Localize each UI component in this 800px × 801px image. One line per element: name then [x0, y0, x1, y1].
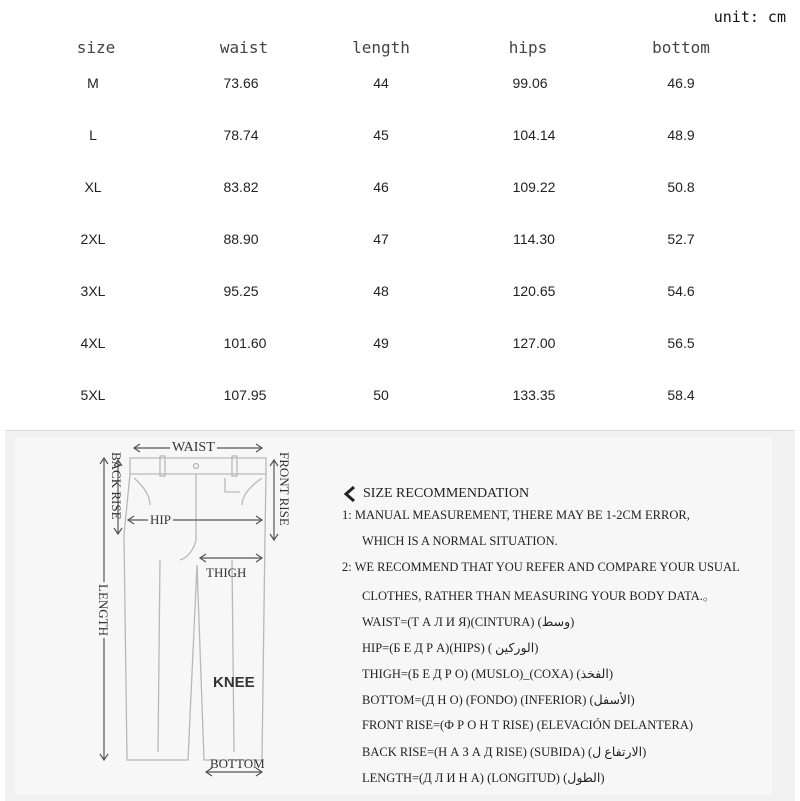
cell-size: L — [89, 127, 97, 143]
translation-bottom: BOTTOM=(Д Н О) (FONDO) (INFERIOR) (الأسفل) — [362, 693, 635, 707]
recommendation-title: SIZE RECOMMENDATION — [363, 486, 530, 501]
translation-hip: HIP=(Б Е Д Р А)(HIPS) ( الوركين) — [362, 641, 539, 655]
cell-waist: 101.60 — [223, 335, 267, 351]
cell-waist: 83.82 — [223, 179, 259, 195]
recommendation-line: WHICH IS A NORMAL SITUATION. — [362, 534, 558, 548]
pocket-right — [242, 478, 262, 505]
cell-bottom: 46.9 — [667, 75, 695, 91]
translation-front-rise: FRONT RISE=(Ф Р О Н Т RISE) (ELEVACIÓN DELANTERA) — [362, 718, 694, 732]
cell-size: XL — [84, 179, 102, 195]
cell-length: 45 — [373, 127, 389, 143]
belt-loop — [160, 456, 165, 476]
label-back-rise: BACK RISE — [109, 452, 124, 520]
cell-hips: 133.35 — [512, 387, 556, 403]
cell-size: 3XL — [80, 283, 106, 299]
cell-waist: 73.66 — [223, 75, 259, 91]
cell-size: 4XL — [80, 335, 106, 351]
label-length: LENGTH — [96, 584, 111, 636]
translation-length: LENGTH=(Д Л И Н А) (LONGITUD) (الطول) — [362, 771, 605, 785]
recommendation-line: CLOTHES, RATHER THAN MEASURING YOUR BODY DATA.。 — [362, 589, 716, 603]
coin-pocket — [225, 478, 240, 492]
cell-length: 49 — [373, 335, 389, 351]
translation-thigh: THIGH=(Б Е Д Р О) (MUSLO)_(COXA) (الفخذ) — [362, 667, 613, 681]
pants-outline — [124, 474, 266, 760]
cell-size: 2XL — [80, 231, 106, 247]
cell-waist: 88.90 — [223, 231, 259, 247]
translation-back-rise: BACK RISE=(Н А З А Д RISE) (SUBIDA) (الارتفاع ل) — [362, 745, 647, 759]
cell-bottom: 58.4 — [667, 387, 695, 403]
cell-hips: 127.00 — [512, 335, 556, 351]
label-hip: HIP — [150, 512, 171, 527]
cell-length: 50 — [373, 387, 389, 403]
cell-hips: 114.30 — [513, 231, 555, 247]
translation-waist: WAIST=(Т А Л И Я)(CINTURA) (وسط) — [362, 615, 575, 629]
header-length: length — [352, 38, 410, 57]
label-bottom: BOTTOM — [210, 756, 265, 771]
recommendation-line: 1: MANUAL MEASUREMENT, THERE MAY BE 1-2CM ERROR, — [342, 508, 690, 522]
unit-label: unit: cm — [713, 8, 786, 26]
cell-size: M — [87, 75, 99, 91]
fly-seam — [180, 474, 196, 560]
cell-length: 46 — [373, 179, 389, 195]
header-bottom: bottom — [652, 38, 710, 57]
cell-bottom: 48.9 — [667, 127, 695, 143]
cell-hips: 109.22 — [512, 179, 556, 195]
cell-hips: 120.65 — [512, 283, 556, 299]
header-size: size — [76, 38, 116, 57]
cell-hips: 99.06 — [512, 75, 548, 91]
header-waist: waist — [219, 38, 269, 57]
cell-waist: 78.74 — [223, 127, 259, 143]
recommendation-line: 2: WE RECOMMEND THAT YOU REFER AND COMPARE YOUR USUAL — [342, 560, 740, 574]
pocket-left — [134, 478, 150, 505]
button-icon — [194, 464, 199, 469]
chevron-left-icon — [346, 487, 354, 501]
cell-size: 5XL — [80, 387, 106, 403]
label-waist: WAIST — [172, 440, 215, 455]
leg-crease — [232, 560, 234, 752]
leg-crease — [158, 560, 160, 752]
cell-length: 48 — [373, 283, 389, 299]
header-hips: hips — [508, 38, 548, 57]
cell-bottom: 56.5 — [667, 335, 695, 351]
cell-bottom: 50.8 — [667, 179, 695, 195]
belt-loop — [232, 456, 237, 476]
cell-length: 47 — [373, 231, 389, 247]
cell-waist: 95.25 — [223, 283, 259, 299]
cell-length: 44 — [373, 75, 389, 91]
cell-hips: 104.14 — [512, 127, 556, 143]
label-front-rise: FRONT RISE — [277, 452, 292, 526]
label-thigh: THIGH — [206, 565, 247, 580]
cell-waist: 107.95 — [223, 387, 267, 403]
cell-bottom: 54.6 — [667, 283, 695, 299]
label-knee: KNEE — [213, 674, 255, 691]
cell-bottom: 52.7 — [667, 231, 695, 247]
